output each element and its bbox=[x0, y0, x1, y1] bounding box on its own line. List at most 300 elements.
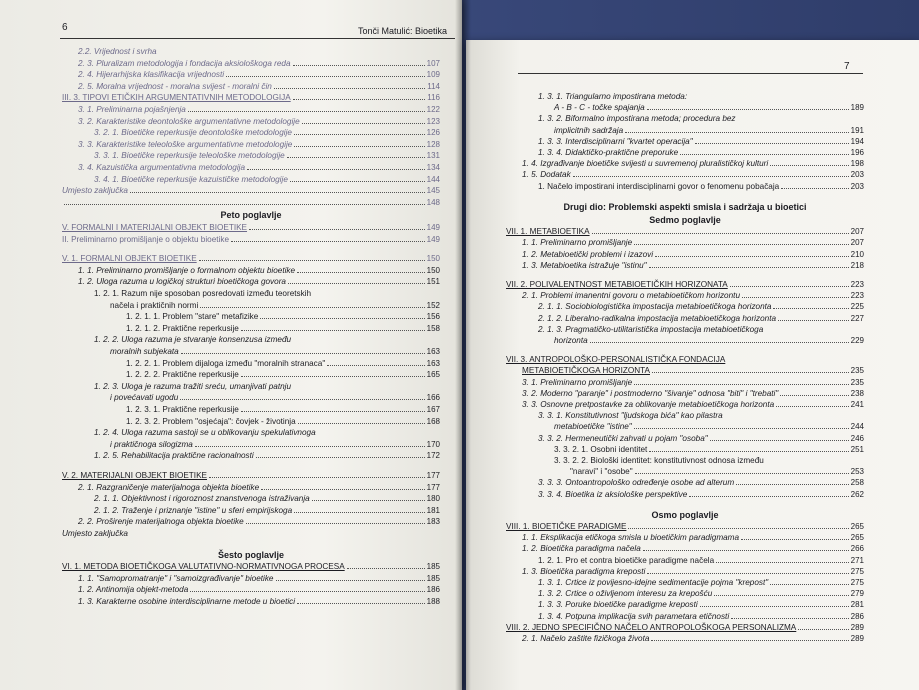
toc-entry-page: 144 bbox=[426, 174, 440, 184]
toc-entry-page: 185 bbox=[426, 573, 440, 583]
toc-entry-page: 265 bbox=[850, 522, 864, 531]
toc-entry-page: 156 bbox=[426, 312, 440, 322]
toc-entry-title: 2.2. Vrijednost i svrha bbox=[78, 47, 157, 56]
dot-leader bbox=[288, 282, 425, 284]
toc-entry-page: 289 bbox=[850, 622, 864, 632]
toc-entry[interactable] bbox=[78, 266, 440, 275]
dot-leader bbox=[780, 394, 848, 396]
toc-entry-title: 2. 4. Hijerarhijska klasifikacija vrijednosti bbox=[78, 70, 225, 80]
toc-entry[interactable] bbox=[94, 128, 440, 137]
toc-entry-page: 123 bbox=[426, 116, 440, 126]
dot-leader bbox=[195, 445, 425, 447]
toc-entry-page: 235 bbox=[850, 366, 864, 376]
toc-entry[interactable] bbox=[126, 312, 440, 321]
dot-leader bbox=[770, 583, 848, 585]
toc-entry[interactable] bbox=[94, 175, 440, 184]
toc-entry[interactable] bbox=[126, 417, 440, 426]
toc-entry-page: 207 bbox=[850, 238, 864, 248]
dot-leader bbox=[274, 87, 425, 89]
dot-leader bbox=[302, 122, 425, 124]
toc-entry-title: 1. 2. Bioetička paradigma načela bbox=[522, 544, 641, 554]
toc-entry-page: 286 bbox=[850, 611, 864, 621]
dot-leader bbox=[714, 594, 848, 596]
toc-entry-title: A - B - C - točke spajanja bbox=[554, 103, 645, 113]
toc-entry-page: 265 bbox=[850, 533, 864, 543]
toc-entry[interactable] bbox=[94, 289, 440, 298]
toc-entry-page: 165 bbox=[426, 370, 440, 380]
toc-entry-title: 2. 1. 1. Objektivnost i rigoroznost znanstvenoga istraživanja bbox=[94, 494, 310, 504]
toc-entry[interactable] bbox=[506, 280, 864, 289]
toc-entry-page: 244 bbox=[850, 422, 864, 432]
toc-entry[interactable] bbox=[62, 223, 440, 232]
dot-leader bbox=[655, 255, 849, 257]
dot-leader bbox=[347, 567, 425, 569]
toc-entry[interactable] bbox=[522, 261, 864, 270]
toc-entry-page: 151 bbox=[426, 277, 440, 287]
dot-leader bbox=[770, 164, 848, 166]
toc-entry-page: 150 bbox=[426, 254, 440, 264]
toc-entry-page: 109 bbox=[426, 70, 440, 80]
toc-entry-title: 2. 5. Moralna vrijednost - moralna svijest - moralni čin bbox=[78, 81, 272, 91]
toc-entry-page: 183 bbox=[426, 517, 440, 527]
toc-entry[interactable] bbox=[538, 556, 864, 565]
toc-entry-page: 149 bbox=[426, 223, 440, 232]
toc-entry-page: 149 bbox=[426, 234, 440, 244]
toc-entry[interactable] bbox=[538, 411, 864, 420]
toc-entry-title: V. 1. FORMALNI OBJEKT BIOETIKE bbox=[62, 254, 197, 264]
toc-entry[interactable] bbox=[522, 634, 864, 643]
toc-entry[interactable] bbox=[126, 405, 440, 414]
toc-entry[interactable] bbox=[554, 445, 864, 454]
toc-entry-page: 114 bbox=[427, 81, 440, 91]
toc-entry[interactable] bbox=[78, 70, 440, 79]
toc-entry-page: 126 bbox=[426, 128, 440, 138]
toc-entry[interactable] bbox=[62, 186, 440, 195]
dot-leader bbox=[241, 329, 425, 331]
dot-leader bbox=[651, 639, 848, 641]
toc-entry[interactable] bbox=[506, 355, 864, 364]
toc-entry-title: 1. 2. 5. Rehabilitacija praktične racionalnosti bbox=[94, 451, 254, 461]
toc-entry[interactable] bbox=[522, 170, 864, 179]
toc-entry[interactable] bbox=[78, 585, 440, 594]
toc-entry[interactable] bbox=[94, 451, 440, 460]
dot-leader bbox=[226, 75, 425, 77]
toc-entry[interactable] bbox=[62, 471, 440, 480]
dot-leader bbox=[781, 187, 848, 189]
dot-leader bbox=[294, 133, 425, 135]
right-page-number: 7 bbox=[844, 61, 850, 72]
toc-entry-title: 1. 2. 4. Uloga razuma sastoji se u oblikovanju spekulativnoga bbox=[94, 428, 316, 438]
toc-entry-title: 3. 3. 2. 2. Biološki identitet: konstitutivnost odnosa između bbox=[554, 456, 764, 465]
toc-entry-page: 225 bbox=[850, 302, 864, 312]
toc-entry[interactable] bbox=[554, 126, 864, 135]
toc-entry-page: 181 bbox=[426, 505, 440, 515]
toc-entry-page: 170 bbox=[426, 439, 440, 449]
toc-entry[interactable] bbox=[538, 302, 864, 311]
dot-leader bbox=[241, 375, 425, 377]
toc-entry[interactable] bbox=[506, 522, 864, 531]
dot-leader bbox=[736, 483, 848, 485]
right-page bbox=[466, 40, 919, 690]
toc-entry-title: implicitnih sadržaja bbox=[554, 125, 624, 135]
toc-entry-title: 2. 2. Proširenje materijalnoga objekta bioetike bbox=[78, 517, 244, 527]
toc-entry[interactable] bbox=[554, 456, 864, 465]
toc-entry-page: 210 bbox=[850, 249, 864, 259]
toc-entry[interactable] bbox=[78, 517, 440, 526]
toc-entry[interactable] bbox=[538, 182, 864, 191]
toc-entry-title: 1. 2. 2. 1. Problem dijaloga između "moralnih stranaca" bbox=[126, 358, 326, 368]
toc-entry-page: 168 bbox=[426, 416, 440, 426]
dot-leader bbox=[287, 156, 425, 158]
dot-leader bbox=[293, 98, 426, 100]
toc-entry-title: 1. 1. Eksplikacija etičkoga smisla u bioetičkim paradigmama bbox=[522, 533, 740, 543]
toc-entry-title: 3. 4. Kazuistička argumentativna metodologija bbox=[78, 163, 246, 172]
toc-entry[interactable] bbox=[538, 578, 864, 587]
dot-leader bbox=[649, 266, 849, 268]
toc-entry-title: 1. 2. Uloga razuma u logičkoj strukturi bioetičkoga govora bbox=[78, 277, 286, 287]
dot-leader bbox=[199, 259, 425, 261]
toc-entry-title: 1. 1. Preliminarno promišljanje bbox=[522, 238, 633, 248]
dot-leader bbox=[628, 527, 848, 529]
toc-entry-page: 185 bbox=[426, 562, 440, 572]
dot-leader bbox=[778, 319, 849, 321]
dot-leader bbox=[634, 383, 849, 385]
dot-leader bbox=[260, 317, 424, 319]
toc-entry-title: VII. 1. METABIOETIKA bbox=[506, 227, 590, 237]
toc-entry-title: 3. 3. Karakteristike teleološke argumentativne metodologije bbox=[78, 139, 293, 149]
toc-entry-page: 145 bbox=[426, 186, 440, 196]
toc-entry-title: 1. 3. Karakterne osobine interdisciplinarne metode u bioetici bbox=[78, 597, 296, 606]
toc-entry[interactable] bbox=[110, 393, 440, 402]
toc-entry[interactable] bbox=[538, 314, 864, 323]
toc-entry-page: 223 bbox=[850, 291, 864, 301]
toc-entry[interactable] bbox=[78, 117, 440, 126]
toc-entry[interactable] bbox=[126, 359, 440, 368]
toc-entry-page: 194 bbox=[850, 136, 864, 146]
dot-leader bbox=[209, 476, 425, 478]
dot-leader bbox=[710, 439, 849, 441]
dot-leader bbox=[798, 628, 848, 630]
toc-entry-title: 1. 3. 4. Potpuna implikacija svih parametara etičnosti bbox=[538, 611, 730, 621]
toc-entry-page: 266 bbox=[850, 544, 864, 554]
toc-entry-page: 227 bbox=[850, 313, 864, 323]
dot-leader bbox=[241, 410, 425, 412]
toc-entry-page: 218 bbox=[850, 260, 864, 270]
toc-entry[interactable] bbox=[522, 378, 864, 387]
toc-entry-page: 271 bbox=[850, 555, 864, 565]
toc-entry[interactable] bbox=[78, 47, 440, 56]
toc-entry-title: 3. 3. 2. Hermeneutički zahvati u pojam "osoba" bbox=[538, 433, 708, 443]
toc-entry[interactable] bbox=[538, 490, 864, 499]
toc-entry-title: 2. 1. 3. Pragmatičko-utilitaristička impostacija metabioetičkoga bbox=[538, 324, 764, 334]
toc-entry-title: 1. 2. 1. 1. Problem "stare" metafizike bbox=[126, 312, 259, 322]
toc-entry-title: 1. 3. 1. Crtice iz povijesno-idejne sedimentacije pojma "krepost" bbox=[538, 578, 769, 587]
toc-entry[interactable] bbox=[62, 235, 440, 244]
toc-entry-title: "naravi" i "osobe" bbox=[570, 467, 633, 477]
dot-leader bbox=[643, 549, 849, 551]
toc-entry[interactable] bbox=[94, 151, 440, 160]
toc-entry[interactable] bbox=[538, 92, 864, 101]
toc-entry-title: 3. 2. 1. Bioetičke reperkusije deontološke metodologije bbox=[94, 128, 292, 138]
toc-entry[interactable] bbox=[506, 623, 864, 632]
toc-entry-page: 163 bbox=[426, 358, 440, 368]
toc-entry-page: 189 bbox=[850, 103, 864, 113]
toc-entry-title: 1. 2. Antinomija objekt-metoda bbox=[78, 585, 189, 595]
toc-entry[interactable] bbox=[94, 494, 440, 503]
toc-entry-page: 262 bbox=[850, 489, 864, 499]
toc-entry-page: 167 bbox=[426, 405, 440, 414]
toc-entry-title: II. Preliminarno promišljanje o objektu bioetike bbox=[62, 234, 230, 244]
toc-entry-title: 1. 3. 2. Biformalno impostirana metoda; procedura bez bbox=[538, 114, 736, 124]
dot-leader bbox=[647, 108, 849, 110]
dot-leader bbox=[634, 243, 849, 245]
toc-entry-page: 238 bbox=[850, 388, 864, 398]
toc-entry-page: 107 bbox=[426, 58, 440, 68]
toc-entry-title: 2. 1. 2. Liberalno-radikalna impostacija metabioetičkoga horizonta bbox=[538, 313, 777, 323]
toc-entry[interactable] bbox=[522, 159, 864, 168]
chapter-heading: Sedmo poglavlje bbox=[649, 215, 721, 225]
toc-entry[interactable] bbox=[62, 198, 440, 207]
toc-entry[interactable] bbox=[78, 574, 440, 583]
dot-leader bbox=[190, 590, 424, 592]
dot-leader bbox=[293, 64, 425, 66]
toc-entry[interactable] bbox=[62, 254, 440, 263]
toc-entry[interactable] bbox=[554, 103, 864, 112]
toc-entry-title: 3. 3. 3. Ontoantropološko određenje osobe ad alterum bbox=[538, 478, 735, 488]
toc-entry-title: 1. 2. Metabioetički problemi i izazovi bbox=[522, 249, 654, 259]
toc-entry[interactable] bbox=[78, 59, 440, 68]
toc-entry-page: 241 bbox=[850, 400, 864, 409]
toc-entry-title: horizonta bbox=[554, 336, 588, 345]
dot-leader bbox=[188, 110, 425, 112]
dot-leader bbox=[130, 191, 425, 193]
toc-entry[interactable] bbox=[554, 336, 864, 345]
toc-entry-page: 258 bbox=[850, 478, 864, 488]
toc-entry-title: 3. 2. Karakteristike deontološke argumentativne metodologije bbox=[78, 116, 300, 126]
dot-leader bbox=[647, 572, 848, 574]
dot-leader bbox=[773, 307, 848, 309]
toc-entry-page: 251 bbox=[850, 444, 864, 454]
toc-entry-title: 3. 3. 1. Bioetičke reperkusije teleološke metodologije bbox=[94, 151, 285, 161]
toc-entry-title: metabioetičke "istine" bbox=[554, 422, 632, 432]
toc-entry[interactable] bbox=[538, 137, 864, 146]
toc-entry-title: 1. 1. "Samopromatranje" i "samoizgrađivanje" bioetike bbox=[78, 573, 274, 583]
toc-entry-title: 1. 2. 3. 1. Praktične reperkusije bbox=[126, 405, 239, 414]
toc-entry[interactable] bbox=[538, 589, 864, 598]
toc-entry-title: 1. 1. Preliminarno promišljanje o formalnom objektu bioetike bbox=[78, 265, 296, 275]
toc-entry-page: 196 bbox=[850, 148, 864, 157]
toc-entry-title: 1. 4. Izgrađivanje bioetičke svijesti u suvremenoj pluralističkoj kulturi bbox=[522, 159, 769, 169]
dot-leader bbox=[247, 168, 425, 170]
toc-entry-title: V. FORMALNI I MATERIJALNI OBJEKT BIOETIKE bbox=[62, 223, 248, 232]
toc-entry-title: moralnih subjekata bbox=[110, 347, 179, 356]
toc-entry-page: 186 bbox=[426, 585, 440, 595]
toc-entry-title: 1. 3. Metabioetika istražuje "istinu" bbox=[522, 260, 647, 270]
toc-entry-page: 235 bbox=[850, 377, 864, 387]
toc-entry[interactable] bbox=[78, 597, 440, 606]
dot-leader bbox=[249, 228, 425, 230]
toc-entry-title: 1. 3. Bioetička paradigma kreposti bbox=[522, 566, 646, 576]
toc-entry-title: 3. 3. 2. 1. Osobni identitet bbox=[554, 444, 648, 454]
toc-entry[interactable] bbox=[110, 440, 440, 449]
toc-entry-page: 289 bbox=[850, 634, 864, 643]
toc-entry-page: 152 bbox=[426, 300, 440, 310]
toc-entry-title: Umjesto zaključka bbox=[62, 186, 128, 196]
toc-entry-page: 122 bbox=[426, 105, 440, 114]
toc-entry-page: 275 bbox=[850, 578, 864, 587]
toc-entry[interactable] bbox=[522, 400, 864, 409]
toc-entry-title: 1. 3. 2. Crtice o oživljenom interesu za krepošću bbox=[538, 589, 713, 599]
toc-entry[interactable] bbox=[538, 148, 864, 157]
toc-entry-page: 203 bbox=[850, 181, 864, 191]
toc-entry[interactable] bbox=[570, 467, 864, 476]
toc-entry-title: načela i praktičnih normi bbox=[110, 300, 199, 310]
dot-leader bbox=[64, 203, 425, 205]
dot-leader bbox=[276, 579, 425, 581]
toc-entry[interactable] bbox=[110, 301, 440, 310]
dot-leader bbox=[689, 495, 848, 497]
dot-leader bbox=[625, 131, 848, 133]
dot-leader bbox=[231, 240, 425, 242]
dot-leader bbox=[200, 306, 424, 308]
toc-entry-title: 1. 2. 3. Uloga je razuma tražiti sreću, umanjivati patnju bbox=[94, 381, 292, 391]
dot-leader bbox=[180, 398, 424, 400]
toc-entry-title: 1. 2. 2. 2. Praktične reperkusije bbox=[126, 370, 239, 380]
toc-entry[interactable] bbox=[506, 227, 864, 236]
toc-entry-page: 229 bbox=[850, 336, 864, 345]
toc-entry[interactable] bbox=[538, 612, 864, 621]
toc-entry-title: i praktičnoga silogizma bbox=[110, 439, 193, 449]
toc-entry[interactable] bbox=[554, 422, 864, 431]
dot-leader bbox=[695, 142, 849, 144]
toc-entry-title: 3. 1. Preliminarna pojašnjenja bbox=[78, 105, 186, 114]
dot-leader bbox=[256, 456, 425, 458]
toc-entry-page: 134 bbox=[426, 163, 440, 172]
dot-leader bbox=[327, 364, 424, 366]
toc-entry[interactable] bbox=[78, 105, 440, 114]
dot-leader bbox=[680, 153, 848, 155]
dot-leader bbox=[649, 450, 848, 452]
toc-entry-page: 148 bbox=[426, 197, 440, 207]
toc-entry-page: 158 bbox=[426, 323, 440, 333]
toc-entry-title: 1. 3. 1. Triangularno impostirana metoda: bbox=[538, 92, 688, 101]
dot-leader bbox=[742, 296, 849, 298]
toc-entry-page: 281 bbox=[850, 600, 864, 610]
dot-leader bbox=[246, 522, 425, 524]
toc-entry[interactable] bbox=[538, 114, 864, 123]
toc-entry-title: 3. 3. 1. Konstitutivnost "ljudskoga bića" kao pilastra bbox=[538, 411, 723, 421]
toc-entry-title: 2. 1. 1. Sociobiologistička impostacija metabioetičkoga horizonta bbox=[538, 302, 772, 312]
toc-entry[interactable] bbox=[522, 533, 864, 542]
toc-entry-title: 2. 1. 2. Traženje i priznanje "istine" u sferi empirijskoga bbox=[94, 505, 293, 515]
toc-entry[interactable] bbox=[522, 544, 864, 553]
toc-entry[interactable] bbox=[538, 434, 864, 443]
toc-entry-title: VIII. 1. BIOETIČKE PARADIGME bbox=[506, 522, 627, 531]
toc-entry[interactable] bbox=[522, 250, 864, 259]
dot-leader bbox=[290, 180, 425, 182]
toc-entry[interactable] bbox=[538, 600, 864, 609]
toc-entry-page: 223 bbox=[850, 280, 864, 289]
toc-entry-page: 128 bbox=[426, 139, 440, 149]
toc-entry[interactable] bbox=[62, 93, 440, 102]
toc-entry-title: V. 2. MATERIJALNI OBJEKT BIOETIKE bbox=[62, 471, 207, 480]
toc-entry[interactable] bbox=[78, 277, 440, 286]
toc-entry-title: 1. 3. 4. Didaktičko-praktične preporuke bbox=[538, 148, 679, 157]
toc-entry[interactable] bbox=[126, 324, 440, 333]
dot-leader bbox=[297, 271, 425, 273]
toc-entry-page: 177 bbox=[426, 482, 440, 492]
header-rule bbox=[60, 38, 455, 39]
toc-entry-page: 246 bbox=[850, 433, 864, 443]
toc-entry[interactable] bbox=[78, 140, 440, 149]
toc-entry-page: 180 bbox=[426, 494, 440, 504]
toc-entry-page: 177 bbox=[426, 471, 440, 480]
dot-leader bbox=[634, 427, 849, 429]
toc-entry-title: 3. 4. 1. Bioetičke reperkusije kazuističke metodologije bbox=[94, 174, 288, 184]
toc-entry[interactable] bbox=[522, 567, 864, 576]
toc-entry[interactable] bbox=[78, 483, 440, 492]
toc-entry-title: III. 3. TIPOVI ETIČKIH ARGUMENTATIVNIH METODOLOGIJA bbox=[62, 93, 291, 103]
dot-leader bbox=[700, 605, 849, 607]
toc-entry-title: 1. 2. 1. 2. Praktične reperkusije bbox=[126, 323, 239, 333]
toc-entry[interactable] bbox=[62, 562, 440, 571]
toc-entry-title: VII. 2. POLIVALENTNOST METABIOETIČKIH HORIZONATA bbox=[506, 280, 728, 289]
toc-entry-page: 279 bbox=[850, 589, 864, 599]
toc-entry-title: 3. 3. Osnovne pretpostavke za oblikovanje metabioetičkoga horizonta bbox=[522, 400, 775, 409]
toc-entry-title: 1. 2. 2. Uloga razuma je stvaranje konsenzusa između bbox=[94, 335, 292, 345]
dot-leader bbox=[652, 371, 849, 373]
toc-entry-title: METABIOETIČKOGA HORIZONTA bbox=[522, 366, 650, 376]
dot-leader bbox=[312, 499, 425, 501]
toc-entry[interactable] bbox=[110, 347, 440, 356]
dot-leader bbox=[294, 145, 424, 147]
toc-entry[interactable] bbox=[538, 325, 864, 334]
toc-entry-page: 150 bbox=[426, 265, 440, 275]
left-page-number: 6 bbox=[62, 22, 68, 33]
toc-entry[interactable] bbox=[62, 529, 440, 538]
toc-entry[interactable] bbox=[126, 370, 440, 379]
toc-entry[interactable] bbox=[522, 291, 864, 300]
toc-entry-title: 1. 2. 3. 2. Problem "osjećaja": čovjek - životinja bbox=[126, 416, 296, 426]
toc-entry[interactable] bbox=[522, 238, 864, 247]
toc-entry-page: 253 bbox=[850, 467, 864, 477]
toc-entry[interactable] bbox=[94, 506, 440, 515]
toc-entry[interactable] bbox=[94, 382, 440, 391]
toc-entry-title: VII. 3. ANTROPOLOŠKO-PERSONALISTIČKA FONDACIJA bbox=[506, 355, 726, 365]
dot-leader bbox=[741, 538, 849, 540]
chapter-heading: Peto poglavlje bbox=[220, 210, 282, 221]
toc-entry-title: VI. 1. METODA BIOETIČKOGA VALUTATIVNO-NORMATIVNOGA PROCESA bbox=[62, 562, 345, 572]
toc-entry-title: 1. 3. 3. Poruke bioetičke paradigme kreposti bbox=[538, 600, 698, 610]
dot-leader bbox=[573, 175, 849, 177]
toc-entry[interactable] bbox=[538, 478, 864, 487]
toc-entry[interactable] bbox=[522, 366, 864, 375]
toc-entry[interactable] bbox=[522, 389, 864, 398]
toc-entry-page: 207 bbox=[850, 227, 864, 237]
toc-entry[interactable] bbox=[94, 428, 440, 437]
toc-entry-title: i povećavati ugodu bbox=[110, 393, 179, 403]
toc-entry-title: 3. 3. 4. Bioetika iz aksiološke perspektive bbox=[538, 489, 688, 499]
dot-leader bbox=[181, 352, 425, 354]
toc-entry[interactable] bbox=[78, 82, 440, 91]
chapter-heading: Osmo poglavlje bbox=[651, 509, 719, 520]
toc-entry-title: 1. Načelo impostirani interdisciplinarni govor o fenomenu pobačaja bbox=[538, 181, 780, 191]
toc-entry[interactable] bbox=[78, 163, 440, 172]
running-head: Tonči Matulić: Bioetika bbox=[358, 26, 448, 36]
toc-entry[interactable] bbox=[94, 335, 440, 344]
toc-entry-page: 116 bbox=[427, 93, 440, 103]
dot-leader bbox=[590, 341, 849, 343]
